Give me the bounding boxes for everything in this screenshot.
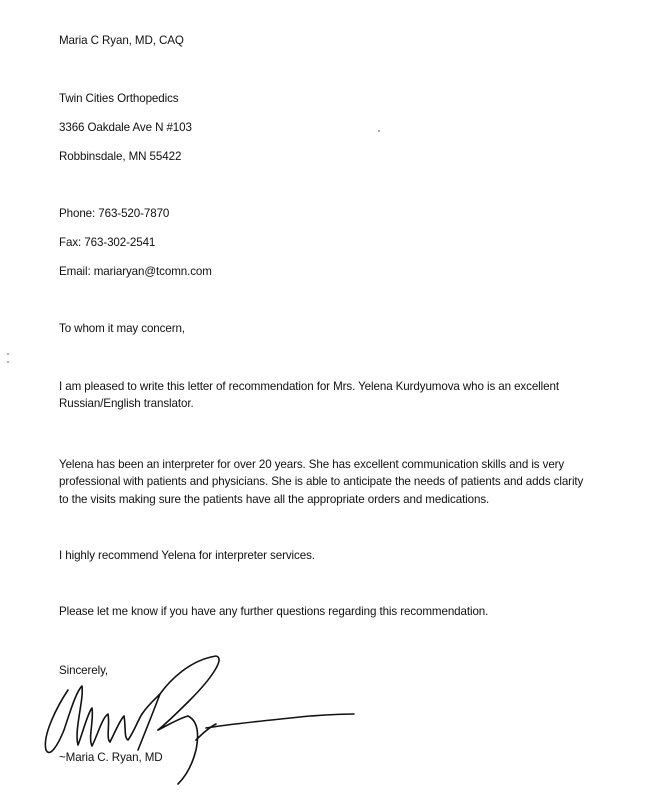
fax-number: Fax: 763-302-2541: [59, 236, 156, 249]
paragraph-line: Please let me know if you have any further questions regarding this recommendation.: [59, 605, 489, 618]
address-line-2: Robbinsdale, MN 55422: [59, 150, 182, 163]
paragraph-line: I am pleased to write this letter of recommendation for Mrs. Yelena Kurdyumova who is an excellent: [59, 380, 559, 393]
signature-name: ~Maria C. Ryan, MD: [59, 751, 163, 764]
address-line-1: 3366 Oakdale Ave N #103: [59, 121, 192, 134]
paragraph-line: I highly recommend Yelena for interpreter services.: [59, 549, 315, 562]
handwritten-signature: [30, 650, 360, 790]
sender-name: Maria C Ryan, MD, CAQ: [59, 34, 184, 47]
phone-number: Phone: 763-520-7870: [59, 207, 170, 220]
paragraph-experience: [59, 456, 619, 508]
scan-speck: [7, 361, 9, 363]
organization-name: Twin Cities Orthopedics: [59, 92, 179, 105]
email-address: Email: mariaryan@tcomn.com: [59, 265, 212, 278]
paragraph-contact: [59, 603, 619, 620]
closing: Sincerely,: [59, 664, 109, 677]
scan-speck: [7, 353, 9, 355]
paragraph-recommendation: [59, 547, 619, 564]
paragraph-intro: [59, 378, 619, 413]
salutation: To whom it may concern,: [59, 322, 185, 335]
paragraph-line: to the visits making sure the patients have all the appropriate orders and medications.: [59, 492, 490, 506]
paragraph-line: Russian/English translator.: [59, 397, 194, 411]
scan-speck: [378, 130, 380, 132]
paragraph-line: professional with patients and physicians. She is able to anticipate the needs of patients and adds clarity: [59, 475, 584, 489]
paragraph-line: Yelena has been an interpreter for over 20 years. She has excellent communication skills and is very: [59, 458, 565, 471]
